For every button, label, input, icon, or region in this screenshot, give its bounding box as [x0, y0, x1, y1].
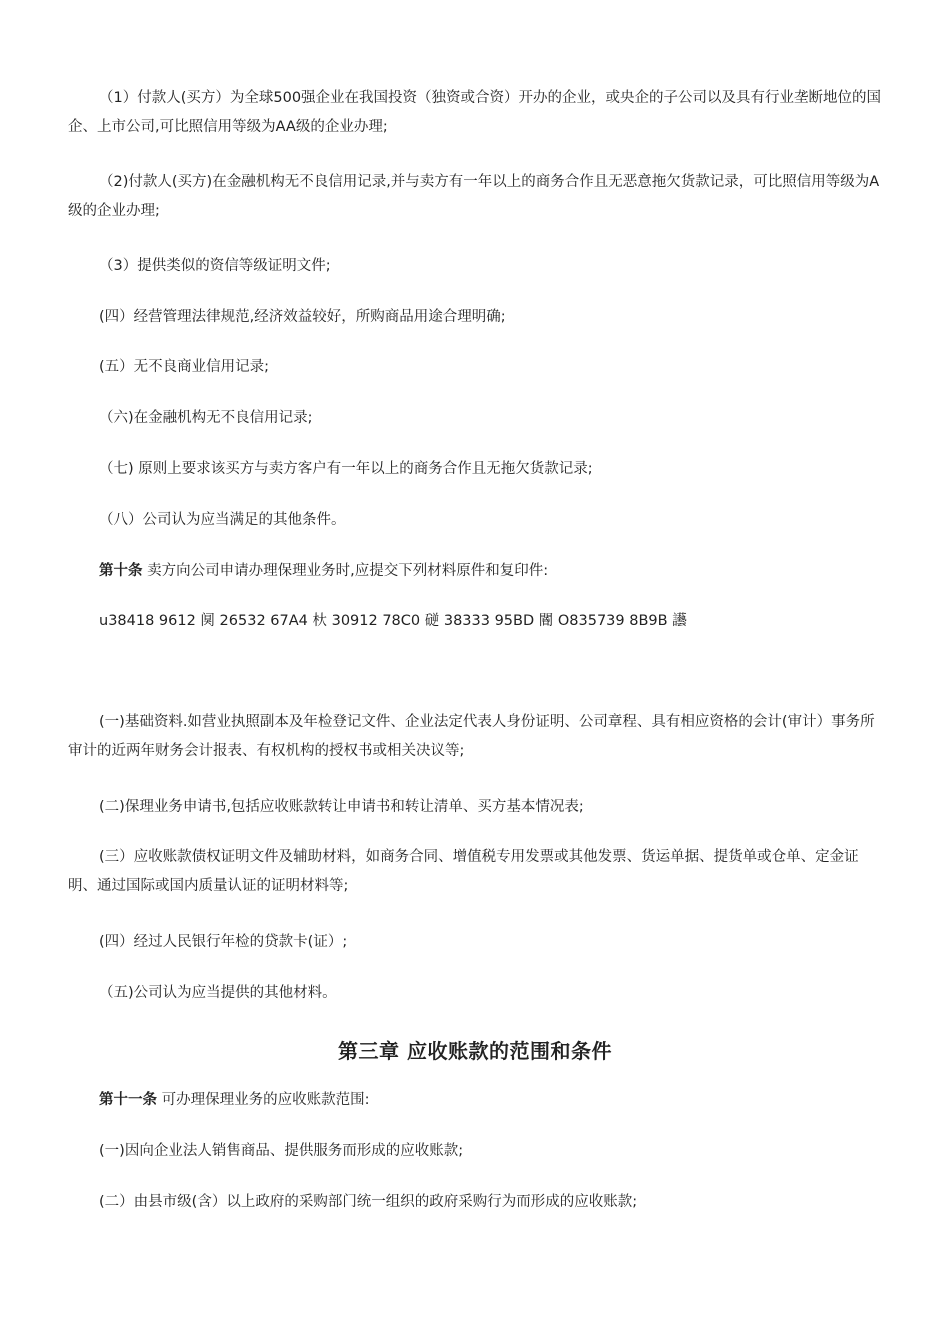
condition-paragraph-2: （2)付款人(买方)在金融机构无不良信用记录,并与卖方有一年以上的商务合作且无恶意拖欠货款记录，可比照信用等级为A级的企业办理; — [68, 174, 880, 219]
condition-paragraph-3: （3）提供类似的资信等级证明文件; — [99, 258, 331, 274]
article-10-text: 卖方向公司申请办理保理业务时,应提交下列材料原件和复印件: — [142, 563, 549, 579]
material-paragraph-2: (二)保理业务申请书,包括应收账款转让申请书和转让清单、买方基本情况表; — [99, 799, 584, 815]
condition-paragraph-7: （七) 原则上要求该买方与卖方客户有一年以上的商务合作且无拖欠货款记录; — [99, 461, 593, 477]
condition-paragraph-4: (四）经营管理法律规范,经济效益较好，所购商品用途合理明确; — [99, 309, 506, 325]
scope-paragraph-1: (一)因向企业法人销售商品、提供服务而形成的应收账款; — [99, 1143, 464, 1159]
material-paragraph-5: （五)公司认为应当提供的其他材料。 — [99, 985, 337, 1001]
condition-paragraph-5: (五）无不良商业信用记录; — [99, 359, 270, 375]
material-paragraph-1: (一)基础资料.如营业执照副本及年检登记文件、企业法定代表人身份证明、公司章程、具有相应资格的会计(审计）事务所审计的近两年财务会计报表、有权机构的授权书或相关决议等; — [68, 714, 875, 759]
scope-paragraph-2: (二）由县市级(含）以上政府的采购部门统一组织的政府采购行为而形成的应收账款; — [99, 1194, 638, 1210]
article-11 — [68, 1086, 883, 1115]
chapter-title: 第三章 应收账款的范围和条件 — [338, 1039, 612, 1063]
article-11-text: 可办理保理业务的应收账款范围: — [157, 1092, 370, 1108]
condition-paragraph-1: （1）付款人(买方）为全球500强企业在我国投资（独资或合资）开办的企业，或央企的子公司以及具有行业垄断地位的国企、上市公司,可比照信用等级为AA级的企业办理; — [68, 90, 882, 135]
article-10-label: 第十条 — [99, 563, 143, 579]
code-line: u38418 9612 阒 26532 67A4 杕 30912 78C0 磀 38333 95BD 閽 O835739 8B9B 讛 — [99, 613, 687, 629]
material-paragraph-3: (三）应收账款债权证明文件及辅助材料，如商务合同、增值税专用发票或其他发票、货运单据、提货单或仓单、定金证明、通过国际或国内质量认证的证明材料等; — [68, 849, 859, 894]
material-paragraph-4: (四）经过人民银行年检的贷款卡(证）; — [99, 934, 348, 950]
article-10 — [68, 557, 883, 586]
condition-paragraph-6: （六)在金融机构无不良信用记录; — [99, 410, 313, 426]
article-11-label: 第十一条 — [99, 1092, 157, 1108]
condition-paragraph-8: （八）公司认为应当满足的其他条件。 — [99, 512, 346, 528]
